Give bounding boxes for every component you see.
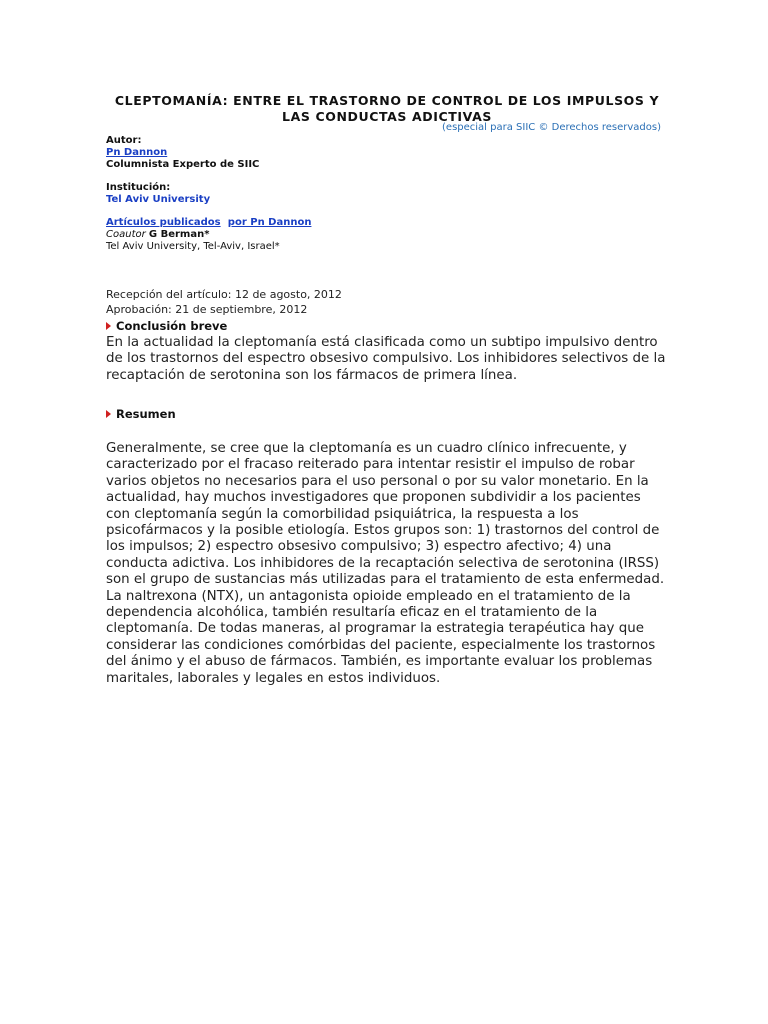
- arrow-right-icon: [106, 410, 111, 418]
- affiliation: Tel Aviv University, Tel-Aviv, Israel*: [106, 241, 280, 252]
- dates-block: [106, 287, 342, 317]
- conclusion-heading-label: Conclusión breve: [116, 319, 228, 333]
- author-block: [106, 135, 259, 171]
- conclusion-text: En la actualidad la cleptomanía está clasificada como un subtipo impulsivo dentro de los trastornos del espectro obsesivo compulsivo. Los inhibidores selectivos de la recaptación de serotonina son los fármacos de primera línea.: [106, 335, 666, 383]
- institution-block: [106, 182, 210, 206]
- summary-heading-label: Resumen: [116, 407, 176, 421]
- author-role: Columnista Experto de SIIC: [106, 159, 260, 170]
- author-name-link[interactable]: Pn Dannon: [106, 147, 168, 158]
- institution-name: Tel Aviv University: [106, 194, 211, 205]
- rights-notice: (especial para SIIC © Derechos reservados): [442, 122, 661, 133]
- summary-heading: [106, 407, 176, 421]
- arrow-right-icon: [106, 322, 111, 330]
- institution-label: Institución:: [106, 182, 171, 193]
- coauthor-name: G Berman*: [148, 229, 210, 240]
- coauthor-label: Coautor: [106, 229, 146, 240]
- summary-text: Generalmente, se cree que la cleptomanía es un cuadro clínico infrecuente, y caracterizado por el fracaso reiterado para intentar resistir el impulso de robar varios objetos no necesarios para el uso personal o por su valor monetario. En la actualidad, hay muchos investigadores que proponen subdividir a los pacientes con cleptomanía según la comorbilidad psiquiátrica, la respuesta a los psicofármacos y la posible etiología. Estos grupos son: 1) trastornos del control de los impulsos; 2) espectro obsesivo compulsivo; 3) espectro afectivo; 4) una conducta adictiva. Los inhibidores de la recaptación selectiva de serotonina (IRSS) son el grupo de sustancias más utilizadas para el tratamiento de esta enfermedad. La naltrexona (NTX), un antagonista opioide empleado en el tratamiento de la dependencia alcohólica, también resultaría eficaz en el tratamiento de la cleptomanía. De todas maneras, al programar la estrategia terapéutica hay que considerar las condiciones comórbidas del paciente, especialmente los trastornos del ánimo y el abuso de fármacos. También, es importante evaluar los problemas maritales, laborales y legales en estos individuos.: [106, 441, 665, 686]
- conclusion-heading: [106, 319, 227, 333]
- approved-date: Aprobación: 21 de septiembre, 2012: [106, 303, 308, 316]
- articles-published-link[interactable]: Artículos publicados: [106, 217, 221, 228]
- by-author-link[interactable]: por Pn Dannon: [227, 217, 312, 228]
- received-date: Recepción del artículo: 12 de agosto, 2012: [106, 288, 342, 301]
- article-title: CLEPTOMANÍA: ENTRE EL TRASTORNO DE CONTROL DE LOS IMPULSOS Y LAS CONDUCTAS ADICTIVAS: [114, 93, 660, 124]
- author-label: Autor:: [106, 135, 142, 146]
- publications-block: [106, 217, 311, 253]
